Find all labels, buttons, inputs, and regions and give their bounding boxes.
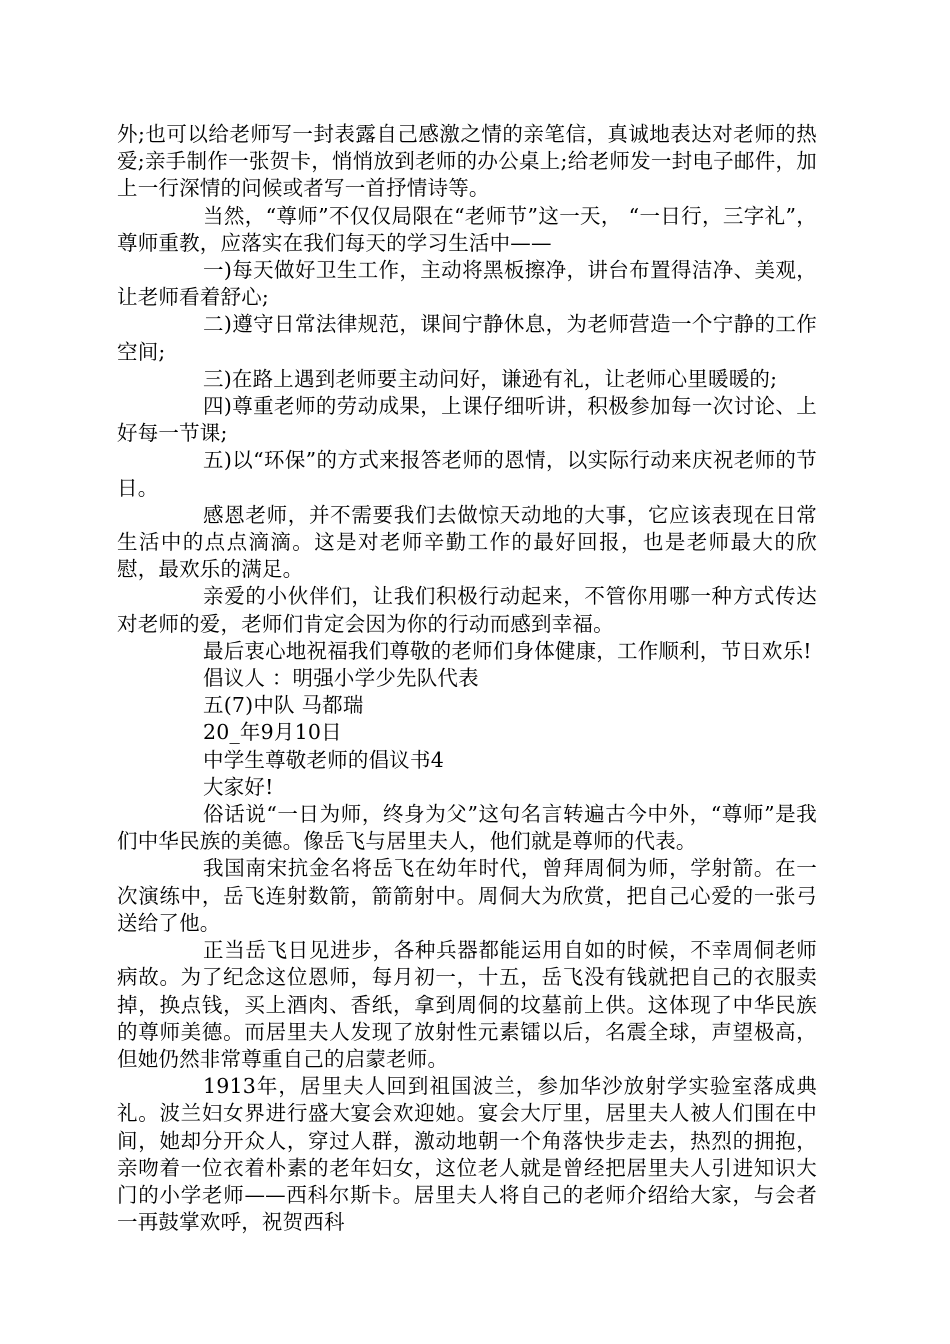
- paragraph-4: 二)遵守日常法律规范，课间宁静休息，为老师营造一个宁静的工作空间;: [117, 312, 817, 364]
- paragraph-19: 1913年，居里夫人回到祖国波兰，参加华沙放射学实验室落成典礼。波兰妇女界进行盛大宴会欢迎她。宴会大厅里，居里夫人被人们围在中间，她却分开众人，穿过人群，激动地朝一个角落快步走去，热烈的拥抱，亲吻着一位衣着朴素的老年妇女，这位老人就是曾经把居里夫人引进知识大门的小学老师——西科尔斯卡。居里夫人将自己的老师介绍给大家，与会者一再鼓掌欢呼，祝贺西科: [117, 1074, 817, 1235]
- document-body: [117, 121, 817, 1236]
- paragraph-5: 三)在路上遇到老师要主动问好，谦逊有礼，让老师心里暖暖的;: [203, 366, 778, 391]
- paragraph-17: 我国南宋抗金名将岳飞在幼年时代，曾拜周侗为师，学射箭。在一次演练中，岳飞连射数箭，箭箭射中。周侗大为欣赏，把自己心爱的一张弓送给了他。: [117, 856, 817, 935]
- signature-class: 五(7)中队 马都瑞: [203, 693, 364, 718]
- paragraph-2: 当然，“尊师”不仅仅局限在“老师节”这一天， “一日行，三字礼”，尊师重教，应落实在我们每天的学习生活中——: [117, 203, 817, 255]
- paragraph-6: 四)尊重老师的劳动成果，上课仔细听讲，积极参加每一次讨论、上好每一节课;: [117, 394, 817, 446]
- greeting: 大家好!: [203, 774, 274, 799]
- paragraph-16: 俗话说“一日为师，终身为父”这句名言转遍古今中外，“尊师”是我们中华民族的美德。像岳飞与居里夫人，他们就是尊师的代表。: [117, 802, 817, 854]
- signature-initiator: 倡议人 ：明强小学少先队代表: [203, 666, 479, 691]
- paragraph-7: 五)以“环保”的方式来报答老师的恩情，以实际行动来庆祝老师的节日。: [117, 448, 817, 500]
- section-title: 中学生尊敬老师的倡议书4: [203, 747, 444, 772]
- paragraph-1: 外;也可以给老师写一封表露自己感激之情的亲笔信，真诚地表达对老师的热爱;亲手制作一张贺卡，悄悄放到老师的办公桌上;给老师发一封电子邮件，加上一行深情的问候或者写一首抒情诗等。: [117, 122, 817, 201]
- paragraph-8: 感恩老师，并不需要我们去做惊天动地的大事，它应该表现在日常生活中的点点滴滴。这是对老师辛勤工作的最好回报，也是老师最大的欣慰，最欢乐的满足。: [117, 502, 817, 582]
- paragraph-9: 亲爱的小伙伴们，让我们积极行动起来，不管你用哪一种方式传达对老师的爱，老师们肯定会因为你的行动而感到幸福。: [117, 584, 817, 636]
- paragraph-3: 一)每天做好卫生工作，主动将黑板擦净，讲台布置得洁净、美观，让老师看着舒心;: [117, 258, 817, 310]
- paragraph-18: 正当岳飞日见进步，各种兵器都能运用自如的时候，不幸周侗老师病故。为了纪念这位恩师，每月初一，十五，岳飞没有钱就把自己的衣服卖掉，换点钱，买上酒肉、香纸，拿到周侗的坟墓前上供。这体现了中华民族的尊师美德。而居里夫人发现了放射性元素镭以后，名震全球，声望极高，但她仍然非常尊重自己的启蒙老师。: [117, 938, 817, 1071]
- signature-date: 20_年9月10日: [203, 720, 342, 745]
- paragraph-10: 最后衷心地祝福我们尊敬的老师们身体健康，工作顺利，节日欢乐!: [203, 638, 812, 663]
